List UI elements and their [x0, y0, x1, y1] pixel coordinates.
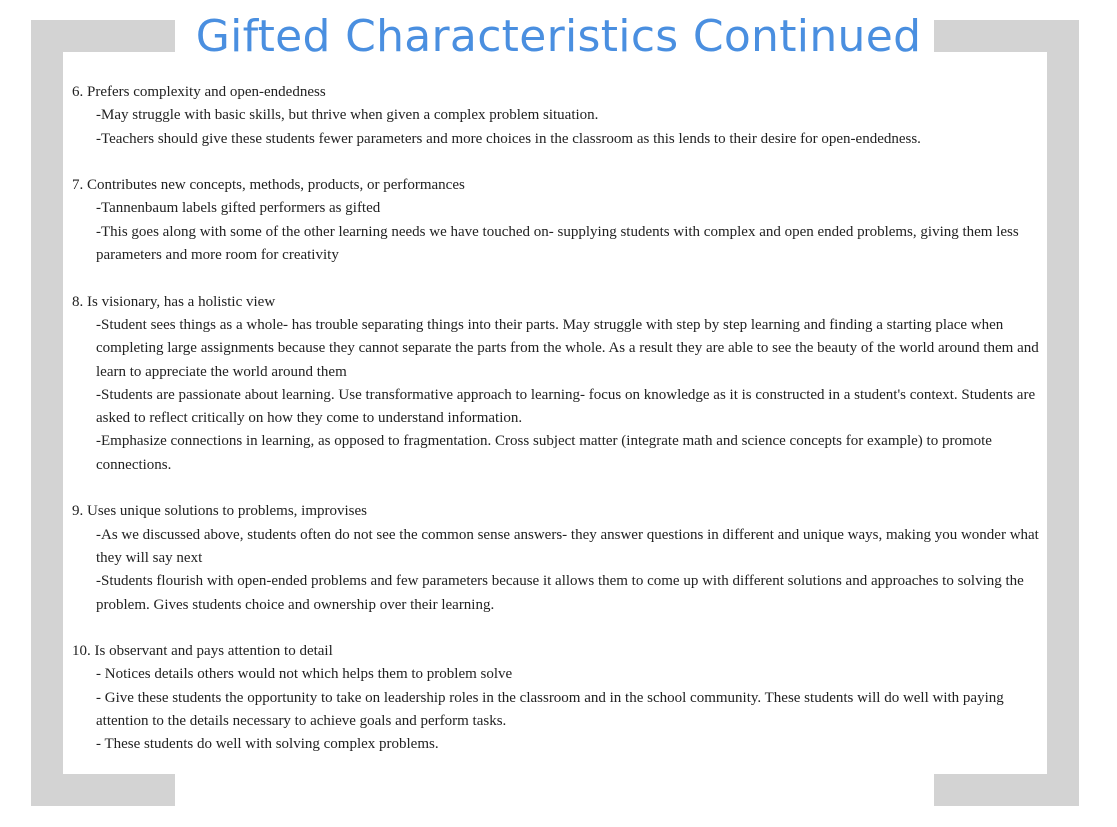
section-point: -This goes along with some of the other learning needs we have touched on- supplying students with complex and open ended problems, giving them less parameters and more room for creativity [96, 223, 1019, 264]
section-point: -Emphasize connections in learning, as opposed to fragmentation. Cross subject matter (integrate math and science concepts for example) to promote connections. [96, 433, 992, 473]
section-point: -Student sees things as a whole- has trouble separating things into their parts. May struggle with step by step learning and finding a starting place when completing large assignments because they cannot separate the parts from the whole. As a result they are able to see the beauty of the world around them and learn to appreciate the world around them [96, 316, 1039, 380]
section-point: - Notices details others would not which helps them to problem solve [96, 666, 513, 683]
section-heading: 9. Uses unique solutions to problems, improvises [72, 503, 367, 520]
section-8 [72, 291, 1047, 477]
section-point: -Students flourish with open-ended problems and few parameters because it allows them to come up with different solutions and approaches to solving the problem. Gives students choice and ownership over their learning. [96, 573, 1024, 613]
section-point: -Tannenbaum labels gifted performers as gifted [96, 200, 381, 217]
section-heading: 8. Is visionary, has a holistic view [72, 293, 276, 310]
section-7 [72, 174, 1047, 267]
section-6 [72, 81, 1047, 151]
page-title: Gifted Characteristics Continued [195, 11, 922, 62]
section-heading: 6. Prefers complexity and open-endedness [72, 84, 326, 100]
section-9 [72, 500, 1047, 616]
section-heading: 7. Contributes new concepts, methods, products, or performances [72, 177, 465, 194]
section-point: -May struggle with basic skills, but thrive when given a complex problem situation. [96, 107, 599, 124]
section-point: - These students do well with solving complex problems. [96, 736, 439, 753]
section-point: - Give these students the opportunity to take on leadership roles in the classroom and in the school community. These students will do well with paying attention to the details necessary to achieve goals and perform tasks. [96, 689, 1004, 730]
slide-body [72, 81, 1047, 780]
section-point: -As we discussed above, students often do not see the common sense answers- they answer questions in different and unique ways, making you wonder what they will say next [96, 526, 1039, 566]
section-heading: 10. Is observant and pays attention to detail [72, 643, 333, 660]
section-10 [72, 640, 1047, 756]
section-point: -Students are passionate about learning. Use transformative approach to learning- focus on knowledge as it is constructed in a student's context. Students are asked to reflect critically on how they come to understand information. [96, 386, 1036, 427]
section-point: -Teachers should give these students fewer parameters and more choices in the classroom as this lends to their desire for open-endedness. [96, 130, 921, 147]
